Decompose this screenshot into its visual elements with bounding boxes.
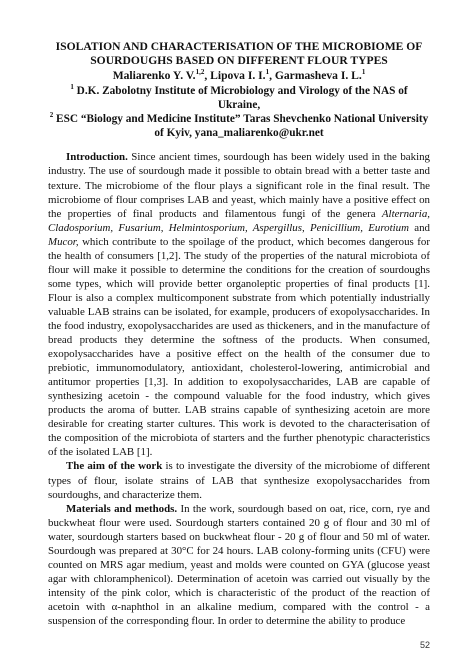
author-name: Garmasheva I. L.	[274, 69, 362, 83]
introduction-heading: Introduction.	[66, 151, 128, 164]
author-separator: ,	[204, 69, 211, 83]
affiliation	[48, 112, 430, 140]
author-name: Maliarenko Y. V.	[112, 69, 196, 83]
author-separator: ,	[269, 69, 275, 83]
methods-paragraph	[48, 502, 430, 628]
methods-heading: Materials and methods.	[66, 502, 178, 515]
introduction-paragraph	[48, 150, 430, 459]
affiliation-text: D.K. Zabolotny Institute of Microbiology and Virology of the NAS of Ukraine,	[73, 84, 408, 111]
affiliation-mark: 2	[49, 111, 54, 120]
author-name: Lipova I. I.	[210, 69, 266, 83]
page-number: 52	[419, 640, 430, 650]
paper-body	[48, 150, 430, 628]
author-affiliation-mark: 1,2	[195, 68, 205, 77]
affiliation-mark: 1	[70, 82, 74, 91]
introduction-text: which contribute to the spoilage of the product, which becomes dangerous for the health of consumers [1,2]. The study of the properties of the natural microbiota of flour will make it possible to determine the conditions for the creation of sourdoughs some types, which will provide better organoleptic properties of final products [1]. Flour is also a complex multicomponent substrate from which potentially industrially valuable LAB strains can be isolated, for example, producers of exopolysaccharides. In the food industry, exopolysaccharides are used as thickeners, and in the manufacture of bread products they determine the softness of the products. When consumed, exopolysaccharides have a positive effect on the health of the consumer due to prebiotic, immunomodulatory, antioxidant, cholesterol-lowering, antimicrobial and antitumor properties [1,3]. In addition to exopolysaccharides, LAB are capable of synthesizing acetoin - the compound valuable for the food industry, which gives products the aroma of butter. LAB strains capable of synthesizing acetoin are more desirable for creating starter cultures. This work is devoted to the characterisation of the composition of the microbiota of starters and the further phenotypic characteristics of the isolated LAB [1].	[48, 235, 430, 459]
introduction-text: and	[408, 221, 430, 234]
genus-name: Mucor,	[48, 235, 79, 248]
affiliation-text: ESC “Biology and Medicine Institute” Taras Shevchenko National University of Kyiv, yana_maliarenko@ukr.net	[53, 113, 429, 140]
affiliation	[48, 84, 430, 112]
aim-heading: The aim of the work	[66, 460, 163, 473]
author-affiliation-mark: 1	[361, 68, 366, 77]
aim-text: is to investigate the diversity of the microbiome of different types of flour, isolate strains of LAB that synthesize exopolysaccharides from sourdoughs, and characterize them.	[48, 460, 430, 501]
methods-text: In the work, sourdough based on oat, rice, corn, rye and buckwheat flour were used. Sourdough starters contained 20 g of flour and 30 ml of water, sourdough starters based on buckwheat flour - 20 g of flour and 50 ml of water. Sourdough was prepared at 30°C for 24 hours. LAB colony-forming units (CFU) were counted on MRS agar medium, yeast and molds were counted on GYA (glucose yeast agar with chloramphenicol). Determination of acetoin was carried out visually by the intensity of the pink color, which is characteristic of the product of the reaction of acetoin with α-naphthol in an alkaline medium, compared with the control - a suspension of the corresponding flour. In order to determine the ability to produce	[48, 502, 431, 627]
aim-paragraph	[48, 459, 430, 501]
paper-page	[48, 40, 430, 628]
author-affiliation-mark: 1	[265, 68, 270, 77]
genera-list: Alternaria, Cladosporium, Fusarium, Helmintosporium, Aspergillus, Penicillium, Eurotium	[48, 207, 430, 234]
paper-title: ISOLATION AND CHARACTERISATION OF THE MICROBIOME OF SOURDOUGHS BASED ON DIFFERENT FLOUR TYPES	[55, 40, 423, 68]
author-list	[48, 69, 430, 83]
introduction-text: Since ancient times, sourdough has been widely used in the baking industry. The use of sourdough made it possible to obtain bread with a better taste and texture. The microbiome of the flour plays a significant role in the final result. The microbiome of flour comprises LAB and yeast, which mainly have a positive effect on the properties of final products and filamentous fungi of the genera	[48, 151, 430, 220]
